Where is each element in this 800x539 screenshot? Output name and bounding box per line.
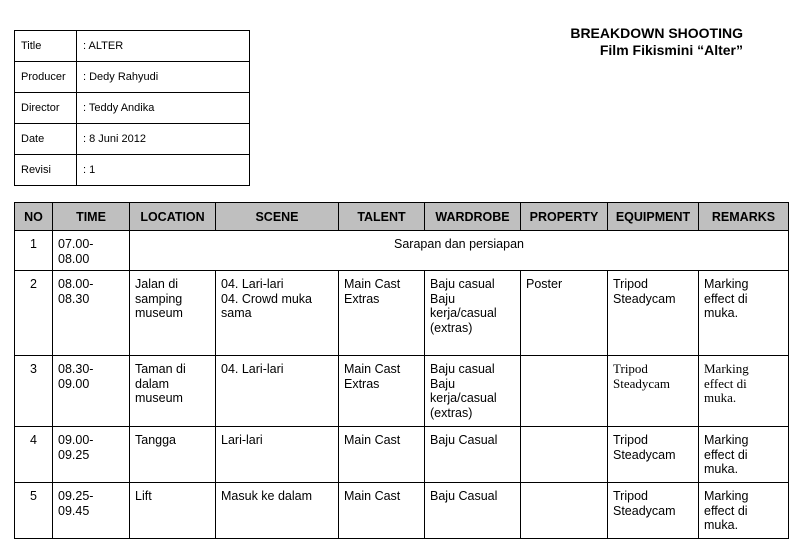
- cell-text: Tripod: [613, 277, 648, 291]
- info-table: [14, 30, 250, 186]
- cell-time: 08.30-09.00: [53, 356, 130, 427]
- cell-property: [521, 483, 608, 539]
- cell-text: Extras: [344, 291, 380, 306]
- cell-text: museum: [135, 391, 183, 405]
- cell-text: Marking: [704, 361, 749, 376]
- cell-text: Masuk ke dalam: [221, 489, 313, 503]
- cell-equipment: [608, 483, 699, 539]
- table-row: [15, 427, 789, 483]
- cell-text: Marking: [704, 277, 749, 291]
- cell-text: 04. Lari-lari: [221, 362, 284, 376]
- cell-scene: [216, 271, 339, 356]
- info-value: : Teddy Andika: [77, 93, 250, 124]
- cell-remarks: [699, 427, 789, 483]
- cell-text: Main Cast: [344, 489, 401, 503]
- cell-location: [130, 356, 216, 427]
- cell-no: 2: [15, 271, 53, 356]
- cell-time: 08.00-08.30: [53, 271, 130, 356]
- cell-text: sama: [221, 306, 252, 320]
- cell-text: Steadycam: [613, 503, 676, 518]
- column-header: LOCATION: [130, 203, 216, 231]
- cell-text: Poster: [526, 277, 563, 291]
- cell-text: samping: [135, 291, 183, 306]
- cell-scene: [216, 483, 339, 539]
- cell-no: 5: [15, 483, 53, 539]
- cell-wardrobe: [425, 271, 521, 356]
- cell-text: Main Cast: [344, 433, 401, 447]
- cell-text: (extras): [430, 405, 473, 420]
- column-header: REMARKS: [699, 203, 789, 231]
- cell-wardrobe: [425, 483, 521, 539]
- cell-text: Baju casual: [430, 362, 495, 376]
- breakdown-table: [14, 202, 789, 539]
- column-header: PROPERTY: [521, 203, 608, 231]
- cell-text: muka.: [704, 306, 739, 320]
- cell-text: Tripod: [613, 489, 648, 503]
- cell-text: 04. Lari-lari: [221, 277, 284, 291]
- cell-text: Steadycam: [613, 291, 676, 306]
- cell-text: Baju: [430, 376, 456, 391]
- cell-no: 1: [15, 231, 53, 271]
- cell-text: Lift: [135, 489, 152, 503]
- cell-text: museum: [135, 306, 183, 320]
- info-row-director: [15, 93, 250, 124]
- cell-property: [521, 356, 608, 427]
- cell-location: [130, 271, 216, 356]
- cell-text: Taman di: [135, 362, 186, 376]
- cell-text: Lari-lari: [221, 433, 263, 447]
- info-label: Director: [15, 93, 77, 124]
- cell-talent: [339, 356, 425, 427]
- cell-text: Steadycam: [613, 447, 676, 462]
- info-row-revisi: [15, 155, 250, 186]
- cell-text: Steadycam: [613, 375, 671, 391]
- column-header: TALENT: [339, 203, 425, 231]
- cell-text: kerja/casual: [430, 306, 497, 320]
- info-label: Date: [15, 124, 77, 155]
- cell-text: Baju Casual: [430, 433, 498, 447]
- heading-title: BREAKDOWN SHOOTING: [570, 25, 743, 41]
- cell-text: Extras: [344, 376, 380, 391]
- cell-text: Baju Casual: [430, 489, 498, 503]
- cell-text: (extras): [430, 320, 473, 335]
- table-row: [15, 271, 789, 356]
- cell-location: [130, 427, 216, 483]
- column-header: TIME: [53, 203, 130, 231]
- cell-text: Main Cast: [344, 362, 401, 376]
- heading-subtitle: Film Fikismini “Alter”: [599, 42, 743, 58]
- cell-text: effect di: [704, 375, 747, 391]
- info-value: : 8 Juni 2012: [77, 124, 250, 155]
- info-row-date: [15, 124, 250, 155]
- cell-text: effect di: [704, 447, 748, 462]
- cell-text: Baju: [430, 291, 456, 306]
- cell-wardrobe: [425, 427, 521, 483]
- cell-property: [521, 271, 608, 356]
- cell-note: Sarapan dan persiapan: [130, 231, 789, 271]
- column-header: WARDROBE: [425, 203, 521, 231]
- cell-equipment: [608, 271, 699, 356]
- cell-time: 07.00-08.00: [53, 231, 130, 271]
- info-value: : 1: [77, 155, 250, 186]
- cell-equipment: [608, 427, 699, 483]
- info-label: Revisi: [15, 155, 77, 186]
- cell-text: 04. Crowd muka: [221, 291, 313, 306]
- cell-scene: [216, 356, 339, 427]
- cell-talent: [339, 271, 425, 356]
- cell-equipment: [608, 356, 699, 427]
- cell-location: [130, 483, 216, 539]
- cell-text: Tangga: [135, 433, 177, 447]
- header-row: [15, 203, 789, 231]
- cell-no: 4: [15, 427, 53, 483]
- info-label: Producer: [15, 62, 77, 93]
- column-header: EQUIPMENT: [608, 203, 699, 231]
- column-header: SCENE: [216, 203, 339, 231]
- cell-text: Tripod: [613, 361, 648, 376]
- table-row: [15, 356, 789, 427]
- cell-talent: [339, 483, 425, 539]
- cell-text: Baju casual: [430, 277, 495, 291]
- cell-text: kerja/casual: [430, 391, 497, 405]
- column-header: NO: [15, 203, 53, 231]
- cell-text: Jalan di: [135, 277, 179, 291]
- cell-remarks: [699, 483, 789, 539]
- cell-property: [521, 427, 608, 483]
- cell-text: effect di: [704, 503, 748, 518]
- cell-text: dalam: [135, 376, 170, 391]
- cell-time: 09.00-09.25: [53, 427, 130, 483]
- cell-text: effect di: [704, 291, 748, 306]
- info-value: : ALTER: [77, 31, 250, 62]
- cell-remarks: [699, 271, 789, 356]
- cell-talent: [339, 427, 425, 483]
- cell-text: Main Cast: [344, 277, 401, 291]
- cell-scene: [216, 427, 339, 483]
- cell-wardrobe: [425, 356, 521, 427]
- table-row: [15, 231, 789, 271]
- cell-remarks: [699, 356, 789, 427]
- cell-text: Marking: [704, 489, 749, 503]
- cell-text: muka.: [704, 390, 737, 405]
- cell-text: Marking: [704, 433, 749, 447]
- cell-text: muka.: [704, 518, 739, 532]
- info-value: : Dedy Rahyudi: [77, 62, 250, 93]
- info-label: Title: [15, 31, 77, 62]
- table-row: [15, 483, 789, 539]
- cell-no: 3: [15, 356, 53, 427]
- document-heading: [570, 25, 743, 59]
- cell-time: 09.25-09.45: [53, 483, 130, 539]
- info-row-producer: [15, 62, 250, 93]
- cell-text: Tripod: [613, 433, 648, 447]
- cell-text: muka.: [704, 462, 739, 476]
- info-row-title: [15, 31, 250, 62]
